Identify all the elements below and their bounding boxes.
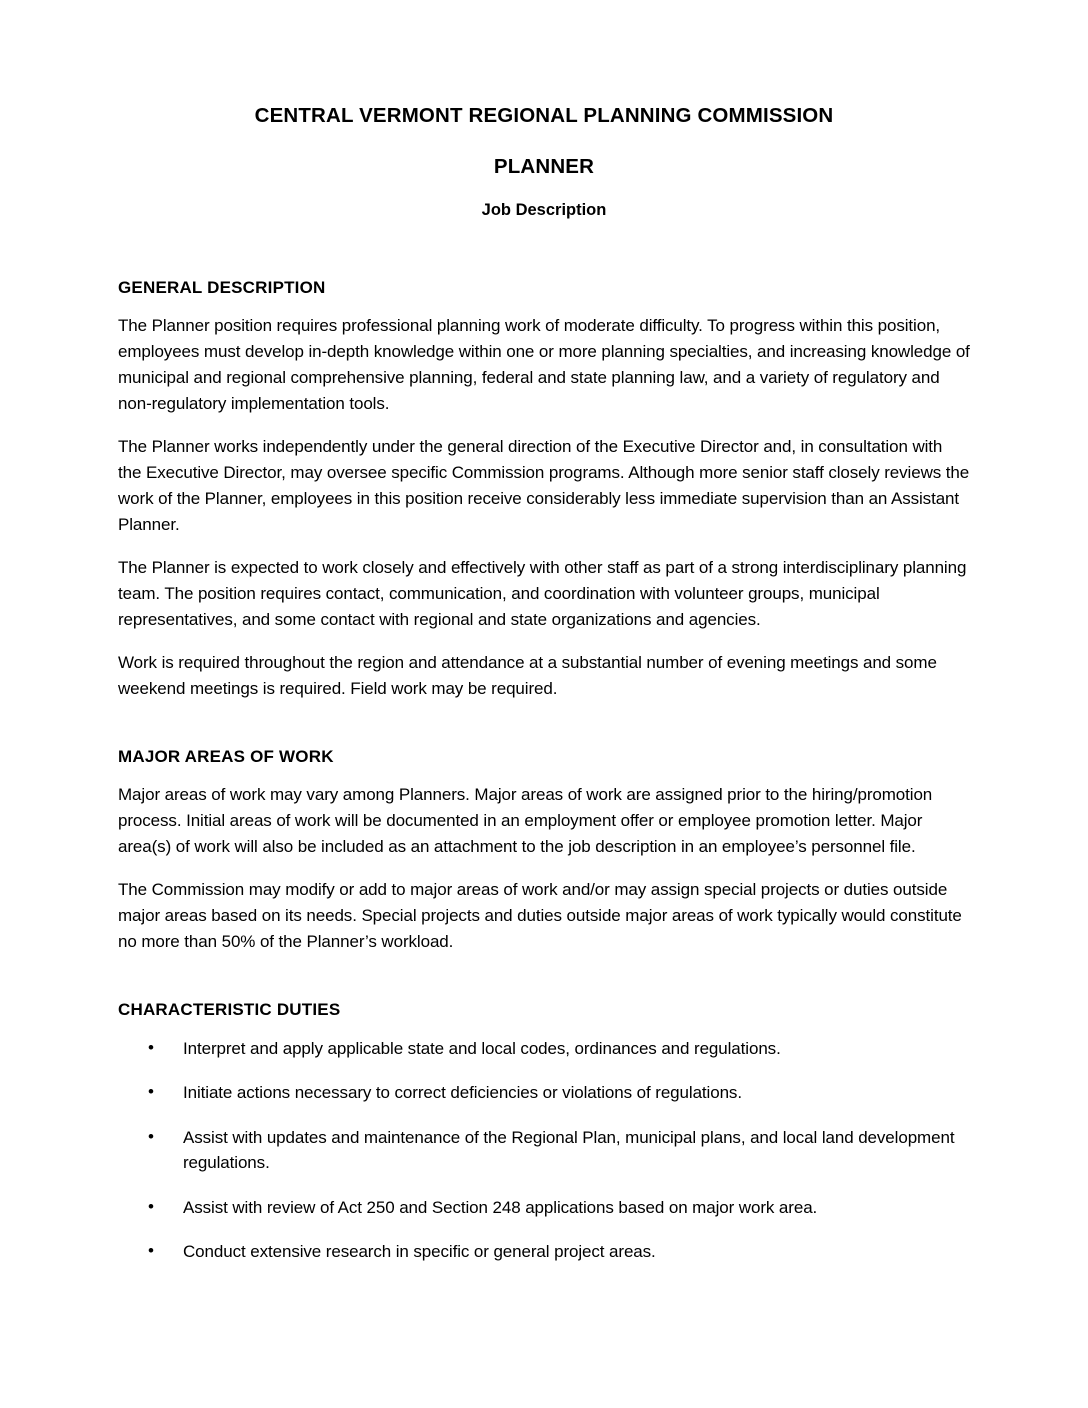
bullet-icon: • [148,1037,154,1057]
section-characteristic-duties [118,999,970,1264]
paragraph: The Planner position requires professional planning work of moderate difficulty. To progress within this position, employees must develop in-depth knowledge within one or more planning specialties, and increasing knowledge of municipal and regional comprehensive planning, federal and state planning law, and a variety of regulatory and non-regulatory implementation tools. [118,316,970,414]
paragraph: Work is required throughout the region and attendance at a substantial number of evening meetings and some weekend meetings is required. Field work may be required. [118,653,937,699]
section-general-description [118,277,970,702]
section-major-areas-of-work [118,746,970,955]
paragraph: The Planner is expected to work closely and effectively with other staff as part of a strong interdisciplinary planning team. The position requires contact, communication, and coordination with volunteer groups, municipal representatives, and some contact with regional and state organizations and agencies. [118,558,967,630]
bullet-icon: • [148,1196,154,1216]
list-item [118,1195,970,1221]
page-subtitle: PLANNER [493,154,595,178]
list-item-text: Assist with updates and maintenance of the Regional Plan, municipal plans, and local land development regulations. [183,1127,955,1173]
list-item [118,1036,970,1062]
paragraph: Major areas of work may vary among Planners. Major areas of work are assigned prior to the hiring/promotion process. Initial areas of work will be documented in an employment offer or employee promotion letter. Major area(s) of work will also be included as an attachment to the job description in an employee’s personnel file. [118,785,933,857]
section-heading: CHARACTERISTIC DUTIES [118,1000,341,1020]
list-item [118,1239,970,1265]
list-item-text: Assist with review of Act 250 and Section 248 applications based on major work area. [183,1197,818,1217]
page-title: CENTRAL VERMONT REGIONAL PLANNING COMMISSION [254,104,834,127]
bullet-icon: • [148,1082,154,1102]
section-heading: GENERAL DESCRIPTION [118,277,326,297]
section-heading: MAJOR AREAS OF WORK [118,747,334,767]
list-item-text: Interpret and apply applicable state and local codes, ordinances and regulations. [183,1038,781,1058]
list-item [118,1080,970,1106]
list-item-text: Initiate actions necessary to correct deficiencies or violations of regulations. [183,1083,742,1103]
list-item [118,1125,970,1176]
paragraph: The Planner works independently under the general direction of the Executive Director and, in consultation with the Executive Director, may oversee specific Commission programs. Although more senior staff closely reviews the work of the Planner, employees in this position receive considerably less immediate supervision than an Assistant Planner. [118,437,970,535]
list-item-text: Conduct extensive research in specific or general project areas. [183,1242,656,1262]
duties-list [118,1036,970,1265]
bullet-icon: • [148,1241,154,1261]
page-subsubtitle: Job Description [481,201,607,220]
bullet-icon: • [148,1126,154,1146]
paragraph: The Commission may modify or add to major areas of work and/or may assign special projects or duties outside major areas based on its needs. Special projects and duties outside major areas of work typically would constitute no more than 50% of the Planner’s workload. [118,880,962,952]
